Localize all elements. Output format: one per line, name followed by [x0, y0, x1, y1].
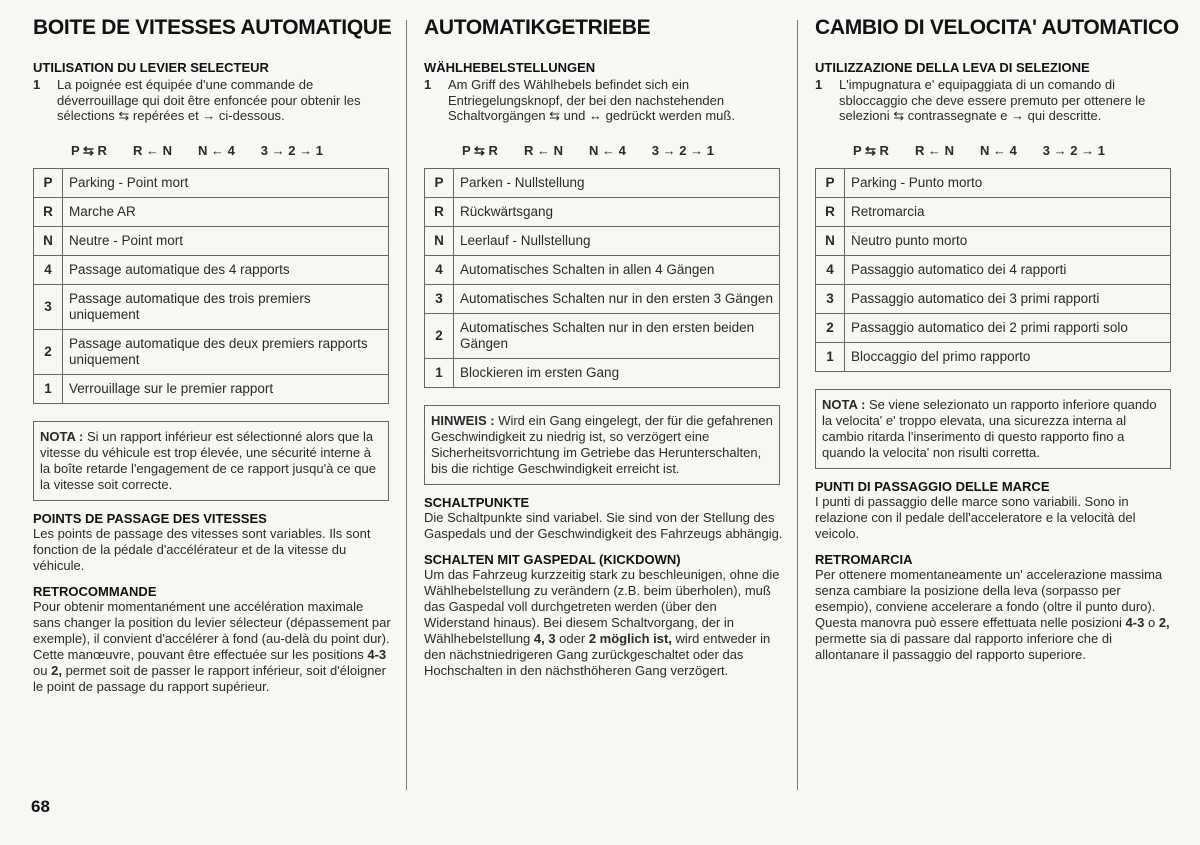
gear-description: Passaggio automatico dei 3 primi rapporti — [845, 284, 1171, 313]
intro-item — [33, 77, 393, 124]
note-text: Wird ein Gang eingelegt, der für die gefahrenen Geschwindigkeit zu niedrig ist, so verzögert eine Sicherheitsvorrichtung im Getriebe das Herunterschalten, bis die richtige Geschwindigkeit erreicht ist. — [431, 412, 773, 476]
text-run: permet soit de passer le rapport inférieur, soit d'éloigner le point de passage du rapport supérieur. — [33, 662, 386, 694]
gear-description: Passaggio automatico dei 4 rapporti — [845, 255, 1171, 284]
intro-item — [815, 77, 1175, 124]
gear-row — [816, 284, 1171, 313]
gear-key: 1 — [34, 374, 63, 403]
text-run: o — [1147, 614, 1156, 630]
section-heading: UTILISATION DU LEVIER SELECTEUR — [33, 60, 269, 75]
gear-description: Retromarcia — [845, 197, 1171, 226]
text-run: permette sia di passare dal rapporto inferiore che di allontanare il passaggio del rapporto superiore. — [815, 630, 1112, 662]
gear-row — [816, 226, 1171, 255]
intro-text: L'impugnatura e' equipaggiata di un comando di sbloccaggio che deve essere premuto per ottenere le selezioni ⇆ contrassegnate e → qui descritte. — [839, 77, 1146, 123]
note-text: Si un rapport inférieur est sélectionné alors que la vitesse du véhicule est trop élevée, une sécurité interne à la boîte retarde l'engagement de ce rapport jusqu'à ce que la vitesse soit correcte. — [40, 428, 376, 492]
gear-row — [34, 255, 389, 284]
selector-sequence-item: 3 → 2 → 1 — [260, 142, 323, 158]
gear-description: Passaggio automatico dei 2 primi rapporti solo — [845, 313, 1171, 342]
gear-description: Blockieren im ersten Gang — [454, 358, 780, 387]
gear-row — [816, 255, 1171, 284]
note-label: HINWEIS : — [431, 412, 495, 428]
gear-description: Neutre - Point mort — [63, 226, 389, 255]
gear-description: Parking - Punto morto — [845, 168, 1171, 197]
gear-table — [815, 168, 1171, 372]
gear-key: 3 — [425, 284, 454, 313]
note-text: Se viene selezionato un rapporto inferiore quando la velocita' e' troppo elevata, una sicurezza interna al cambio ritarda l'inserimento di questo rapporto fino a quando la velocita' non risulti corretta. — [822, 396, 1157, 460]
subsection-heading: RETROMARCIA — [815, 551, 913, 567]
subsection-text — [33, 599, 393, 695]
selector-sequence-item: R ← N — [914, 142, 954, 158]
gear-row — [34, 168, 389, 197]
gear-table — [33, 168, 389, 404]
subsection-heading: RETROCOMMANDE — [33, 583, 157, 599]
gear-row — [34, 197, 389, 226]
gear-key: 2 — [34, 329, 63, 374]
column-divider-left — [406, 20, 407, 790]
gear-key: 3 — [34, 284, 63, 329]
gear-row — [425, 255, 780, 284]
text-bold: 2 möglich ist, — [588, 630, 672, 646]
gear-key: R — [425, 197, 454, 226]
text-bold: 2, — [1158, 614, 1170, 630]
gear-description: Automatisches Schalten nur in den ersten 3 Gängen — [454, 284, 780, 313]
gear-description: Parken - Nullstellung — [454, 168, 780, 197]
intro-number: 1 — [424, 77, 432, 92]
selector-sequence-item: N ← 4 — [588, 142, 626, 158]
gear-row — [816, 342, 1171, 371]
gear-description: Bloccaggio del primo rapporto — [845, 342, 1171, 371]
gear-key: 4 — [34, 255, 63, 284]
selector-sequence — [462, 142, 784, 160]
note-label: NOTA : — [40, 428, 84, 444]
gear-key: P — [34, 168, 63, 197]
column-italian — [815, 8, 1179, 663]
text-bold: 4-3 — [367, 646, 387, 662]
column-french — [33, 8, 393, 695]
gear-description: Verrouillage sur le premier rapport — [63, 374, 389, 403]
gear-row — [34, 284, 389, 329]
gear-key: N — [34, 226, 63, 255]
gear-key: N — [816, 226, 845, 255]
gear-description: Automatisches Schalten in allen 4 Gängen — [454, 255, 780, 284]
gear-key: R — [34, 197, 63, 226]
text-run: Um das Fahrzeug kurzzeitig stark zu beschleunigen, ohne die Wählhebelstellung zu verändern (z.B. beim überholen), muß das Gaspedal voll durchgetreten werden (über den Widerstand hinaus). Bei diesem Schaltvorgang, der in Wählhebelstellung — [424, 566, 780, 646]
gear-row — [34, 329, 389, 374]
note-box — [424, 405, 780, 485]
text-run: Per ottenere momentaneamente un' accelerazione massima senza cambiare la posizione della leva (sorpasso per esempio), conviene accelerare a fondo (oltre il punto duro). Questa manovra può essere effettuata nelle posizioni — [815, 566, 1163, 630]
gear-row — [425, 313, 780, 358]
note-label: NOTA : — [822, 396, 866, 412]
gear-key: 2 — [816, 313, 845, 342]
page-number: 68 — [31, 797, 50, 816]
gear-description: Neutro punto morto — [845, 226, 1171, 255]
gear-description: Marche AR — [63, 197, 389, 226]
section-title: CAMBIO DI VELOCITA' AUTOMATICO — [815, 16, 1179, 39]
selector-sequence-item: P ⇆ R — [853, 142, 889, 158]
section-heading: UTILIZZAZIONE DELLA LEVA DI SELEZIONE — [815, 60, 1090, 75]
intro-item — [424, 77, 784, 124]
gear-description: Leerlauf - Nullstellung — [454, 226, 780, 255]
gear-key: 3 — [816, 284, 845, 313]
gear-row — [425, 197, 780, 226]
gear-row — [34, 226, 389, 255]
gear-row — [425, 226, 780, 255]
gear-description: Passage automatique des 4 rapports — [63, 255, 389, 284]
selector-sequence-item: N ← 4 — [197, 142, 235, 158]
gear-description: Rückwärtsgang — [454, 197, 780, 226]
gear-key: 1 — [425, 358, 454, 387]
intro-text: Am Griff des Wählhebels befindet sich ein Entriegelungsknopf, der bei den nachstehenden Schaltvorgängen ⇆ und ↔ gedrückt werden muß. — [448, 77, 735, 123]
gear-key: 4 — [816, 255, 845, 284]
gear-key: N — [425, 226, 454, 255]
intro-number: 1 — [33, 77, 41, 92]
note-box — [815, 389, 1171, 469]
section-title: AUTOMATIKGETRIEBE — [424, 16, 651, 39]
gear-row — [816, 168, 1171, 197]
selector-sequence-item: R ← N — [523, 142, 563, 158]
gear-key: P — [425, 168, 454, 197]
subsection-heading: PUNTI DI PASSAGGIO DELLE MARCE — [815, 478, 1050, 494]
intro-number: 1 — [815, 77, 823, 92]
gear-key: 2 — [425, 313, 454, 358]
text-bold: 4-3 — [1125, 614, 1145, 630]
gear-description: Automatisches Schalten nur in den ersten beiden Gängen — [454, 313, 780, 358]
section-title: BOITE DE VITESSES AUTOMATIQUE — [33, 16, 392, 39]
column-divider-right — [797, 20, 798, 790]
column-german — [424, 8, 784, 679]
selector-sequence-item: 3 → 2 → 1 — [651, 142, 714, 158]
gear-key: 1 — [816, 342, 845, 371]
subsection-text — [424, 567, 784, 679]
gear-row — [34, 374, 389, 403]
selector-sequence-item: R ← N — [132, 142, 172, 158]
text-run: oder — [559, 630, 586, 646]
gear-row — [816, 197, 1171, 226]
gear-row — [425, 284, 780, 313]
gear-description: Parking - Point mort — [63, 168, 389, 197]
text-bold: 2, — [51, 662, 62, 678]
subsection-text: I punti di passaggio delle marce sono variabili. Sono in relazione con il pedale dell'acceleratore e la velocità del veicolo. — [815, 493, 1136, 541]
subsection-text: Les points de passage des vitesses sont variables. Ils sont fonction de la pédale d'accélérateur et de la vitesse du véhicule. — [33, 525, 371, 573]
text-run: wird entweder in den nächstniedrigeren Gang zurückgeschaltet oder das Hochschalten in den nächsthöheren Gang verzögert. — [424, 630, 771, 678]
gear-row — [816, 313, 1171, 342]
text-run: ou — [33, 662, 48, 678]
selector-sequence-item: 3 → 2 → 1 — [1042, 142, 1105, 158]
gear-key: R — [816, 197, 845, 226]
section-heading: WÄHLHEBELSTELLUNGEN — [424, 60, 596, 75]
gear-table — [424, 168, 780, 388]
subsection-text — [815, 567, 1175, 663]
selector-sequence-item: P ⇆ R — [462, 142, 498, 158]
selector-sequence — [71, 142, 393, 160]
subsection-heading: SCHALTPUNKTE — [424, 494, 530, 510]
selector-sequence-item: N ← 4 — [979, 142, 1017, 158]
text-run: Pour obtenir momentanément une accélération maximale sans changer la position du levier sélecteur (dépassement par exemple), il convient d'accélérer à fond (au-delà du point dur). Cette manœuvre, pouvant être effectuée sur les positions — [33, 598, 391, 662]
gear-row — [425, 168, 780, 197]
note-box — [33, 421, 389, 501]
subsection-heading: SCHALTEN MIT GASPEDAL (KICKDOWN) — [424, 551, 681, 567]
selector-sequence — [853, 142, 1175, 160]
gear-description: Passage automatique des trois premiers uniquement — [63, 284, 389, 329]
subsection-text: Die Schaltpunkte sind variabel. Sie sind von der Stellung des Gaspedals und der Geschwindigkeit des Fahrzeugs abhängig. — [424, 509, 783, 541]
gear-description: Passage automatique des deux premiers rapports uniquement — [63, 329, 389, 374]
selector-sequence-item: P ⇆ R — [71, 142, 107, 158]
text-bold: 4, 3 — [533, 630, 556, 646]
gear-row — [425, 358, 780, 387]
gear-key: 4 — [425, 255, 454, 284]
intro-text: La poignée est équipée d'une commande de déverrouillage qui doit être enfoncée pour obtenir les sélections ⇆ repérées et → ci-dessous. — [57, 77, 361, 123]
subsection-heading: POINTS DE PASSAGE DES VITESSES — [33, 510, 267, 526]
gear-key: P — [816, 168, 845, 197]
